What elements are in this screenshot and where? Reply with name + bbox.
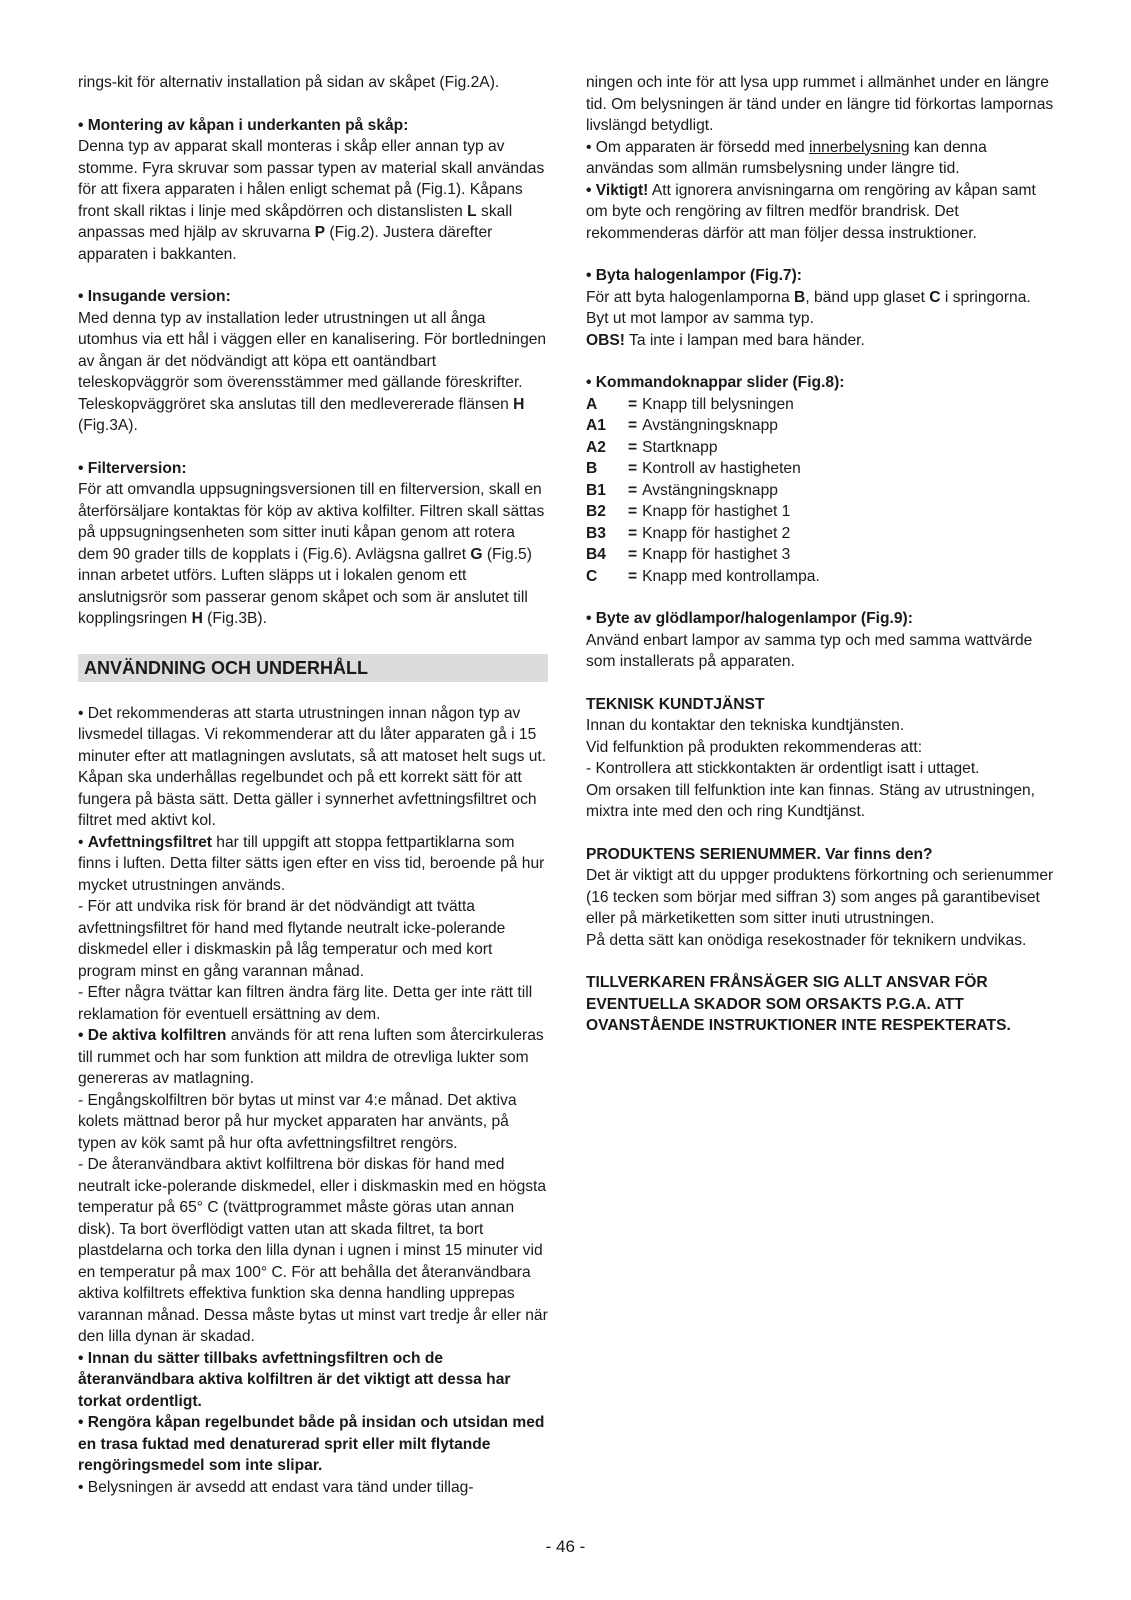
disclaimer: TILLVERKAREN FRÅNSÄGER SIG ALLT ANSVAR FÖR EVENTUELLA SKADOR SOM ORSAKTS P.G.A. ATT OVANSTÅENDE INSTRUKTIONER INTE RESPEKTERATS. (586, 974, 1011, 1034)
halogen-paragraph: För att byta halogenlamporna B, bänd upp glaset C i springorna. (586, 288, 1031, 306)
left-column (78, 72, 548, 1498)
usage-paragraph-6: - Engångskolfiltren bör bytas ut minst var 4:e månad. Det aktiva kolets mättnad beror på hur mycket apparaten har använts, på typen av kök samt på hur ofta avfettningsfiltret rengörs. (78, 1091, 517, 1152)
heading-teknisk-kundtjanst: TEKNISK KUNDTJÄNST (586, 695, 765, 713)
halogen-replace-paragraph: Byt ut mot lampor av samma typ. (586, 310, 814, 327)
teknisk-line-3: - Kontrollera att stickkontakten är ordentligt isatt i uttaget. (586, 760, 980, 777)
slider-legend-item: B1 = Avstängningsknapp (586, 481, 778, 499)
important-paragraph: • Viktigt! Att ignorera anvisningarna om rengöring av kåpan samt om byte och rengöring av filtren medför brandrisk. Det rekommenderas därför att man följer dessa instruktioner. (586, 181, 1036, 242)
slider-legend-item: A = Knapp till belysningen (586, 395, 794, 413)
heading-insugande: • Insugande version: (78, 288, 231, 305)
slider-legend-item: B3 = Knapp för hastighet 2 (586, 524, 791, 542)
insugande-paragraph: Med denna typ av installation leder utrustningen ut all ånga utomhus via ett hål i väggen eller en kanalisering. För bortledningen av ångan är det nödvändigt att köpa ett oantändbart teleskopväggrör som överensstämmer med gällande föreskrifter. Teleskopväggröret ska anslutas till den medlevererade flänsen H (Fig.3A). (78, 309, 547, 434)
serienummer-paragraph-1: Det är viktigt att du uppger produktens förkortning och serienummer (16 tecken som börjar med siffran 3) som anges på garantibeviset eller på märketiketten som sitter inuti utrustningen. (586, 867, 1054, 927)
inner-lighting-paragraph: • Om apparaten är försedd med innerbelysning kan denna användas som allmän rumsbelysning under längre tid. (586, 138, 987, 177)
heading-slider: • Kommandoknappar slider (Fig.8): (586, 374, 845, 391)
usage-paragraph-10: • Belysningen är avsedd att endast vara tänd under tillag- (78, 1478, 474, 1496)
slider-legend-item: B4 = Knapp för hastighet 3 (586, 546, 791, 563)
filterversion-paragraph: För att omvandla uppsugningsversionen till en filterversion, skall en återförsäljare kontaktas för köp av aktiva kolfilter. Filtren skall sättas på uppsugningsenheten som sitter inuti kåpan genom att rotera dem 90 grader tills de kopplats i (Fig.6). Avlägsna gallret G (Fig.5) innan arbetet utförs. Luften släpps ut i lokalen genom ett anslutnigsrör som passerar genom skåpet och som är anslutet till kopplingsringen H (Fig.3B). (78, 481, 545, 627)
heading-serienummer: PRODUKTENS SERIENUMMER. Var finns den? (586, 845, 933, 863)
slider-legend-item: B = Kontroll av hastigheten (586, 460, 801, 477)
right-column (586, 72, 1058, 1037)
slider-legend-item: A2 = Startknapp (586, 438, 718, 456)
slider-legend-list (586, 394, 1058, 588)
teknisk-line-2: Vid felfunktion på produkten rekommenderas att: (586, 738, 923, 756)
montering-paragraph: Denna typ av apparat skall monteras i skåp eller annan typ av stomme. Fyra skruvar som passar typen av material skall användas för att fixera apparaten i hålen enligt schemat på (Fig.1). Kåpans front skall riktas i linje med skåpdörren och distanslisten L skall anpassas med hjälp av skruvarna P (Fig.2). Justera därefter apparaten i bakkanten. (78, 138, 545, 263)
usage-paragraph-1: • Det rekommenderas att starta utrustningen innan någon typ av livsmedel tillagas. Vi rekommenderar att du låter apparaten gå i 15 minuter efter att matlagningen avslutats, så att matoset helt sugs ut. Kåpan ska underhållas regelbundet och på ett korrekt sätt för att fungera på bästa sätt. Detta gäller i synnerhet avfettningsfiltret och filtret med aktivt kol. (78, 704, 547, 829)
heading-halogen: • Byta halogenlampor (Fig.7): (586, 267, 802, 284)
obs-paragraph: OBS! Ta inte i lampan med bara händer. (586, 331, 865, 349)
serienummer-paragraph-2: På detta sätt kan onödiga resekostnader för teknikern undvikas. (586, 931, 1027, 949)
slider-legend-item: C = Knapp med kontrollampa. (586, 567, 820, 585)
slider-legend-item: B2 = Knapp för hastighet 1 (586, 503, 791, 520)
heading-filterversion: • Filterversion: (78, 459, 187, 477)
heading-montering: • Montering av kåpan i underkanten på skåp: (78, 116, 409, 134)
section-heading-anvandning: ANVÄNDNING OCH UNDERHÅLL (78, 654, 548, 682)
lighting-paragraph: ningen och inte för att lysa upp rummet i allmänhet under en längre tid. Om belysningen är tänd under en längre tid förkortas lampornas livslängd betydligt. (586, 74, 1054, 134)
slider-legend-item: A1 = Avstängningsknapp (586, 417, 778, 434)
intro-paragraph: rings-kit för alternativ installation på sidan av skåpet (Fig.2A). (78, 74, 500, 91)
teknisk-line-1: Innan du kontaktar den tekniska kundtjänsten. (586, 717, 905, 734)
usage-paragraph-8: • Innan du sätter tillbaks avfettningsfiltren och de återanvändbara aktiva kolfiltren är det viktigt att dessa har torkat ordentligt. (78, 1349, 511, 1410)
usage-paragraph-3: - För att undvika risk för brand är det nödvändigt att tvätta avfettningsfiltret för hand med flytande neutralt icke-polerande diskmedel eller i diskmaskin på låg temperatur och med kort program minst en gång varannan månad. (78, 898, 506, 980)
usage-paragraph-5: • De aktiva kolfiltren används för att rena luften som återcirkuleras till rummet och har som funktion att mildra de otrevliga lukter som genereras av matlagning. (78, 1027, 544, 1087)
gladlampor-paragraph: Använd enbart lampor av samma typ och med samma wattvärde som installerats på apparaten. (586, 631, 1033, 670)
heading-gladlampor: • Byte av glödlampor/halogenlampor (Fig.9): (586, 610, 913, 627)
page-number: - 46 - (545, 1537, 586, 1556)
usage-paragraph-4: - Efter några tvättar kan filtren ändra färg lite. Detta ger inte rätt till reklamation för eventuell ersättning av dem. (78, 984, 533, 1023)
usage-paragraph-9: • Rengöra kåpan regelbundet både på insidan och utsidan med en trasa fuktad med denaturerad sprit eller milt flytande rengöringsmedel som inte slipar. (78, 1414, 545, 1474)
teknisk-line-4: Om orsaken till felfunktion inte kan finnas. Stäng av utrustningen, mixtra inte med den och ring Kundtjänst. (586, 781, 1036, 820)
usage-paragraph-7: - De återanvändbara aktivt kolfiltrena bör diskas för hand med neutralt icke-polerande diskmedel, eller i diskmaskin med en högsta temperatur på 65° C (tvättprogrammet måste göras utan annan disk). Ta bort överflödigt vatten utan att skada filtret, ta bort plastdelarna och torka den lilla dynan i ugnen i minst 15 minuter vid en temperatur på max 100° C. För att behålla det återanvändbara aktiva kolfiltrets effektiva funktion ska denna handling upprepas varannan månad. Dessa måste bytas ut minst vart tredje år eller när den lilla dynan är skadad. (78, 1156, 548, 1345)
usage-paragraph-2: • Avfettningsfiltret har till uppgift att stoppa fettpartiklarna som finns i luften. Detta filter sätts igen efter en viss tid, beroende på hur mycket utrustningen används. (78, 833, 545, 894)
